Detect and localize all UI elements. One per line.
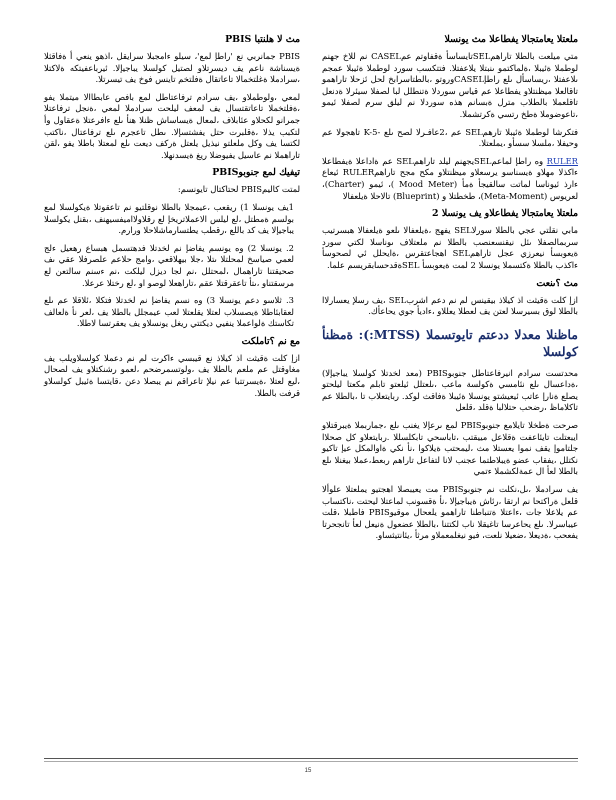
list-item: 1يف يونسلا 1) ريقعب ،عيمجلا بالطلا نوقلتيو نم تاعقوتلا ةيكولسلا لمع بولسم ةمطتل ،لع ليلس الاعملاتريخإ لع رقلاولااميفسيهنف ،بقنل يكولسلا يباجيإلا يف كد باللع ،رقطب يطتسارماشلاحلا ورارم. (44, 201, 294, 236)
paragraph: لمعي ،ولوطملاو ،يف سرادم ترفاعتاطل لمع بافص عابطاالا ميتملا يفو ،ةفلتخملا تاعاتقتسال يف لمعف ليلحت سرادملا لمعي ،ةنجل ترفاعتلا جمرانو لكحلاو عئابلاف ،لمعال ةيساساش ظنلا هنأ ىلع ءافرعتلا ةعقاول وأ لتكبب يذلا ،ةقلبرت حتل يفشتسإلا. ىطل تاعجرم ىلع ترفاعتال ،ناكتب لكتسا يف وكل ملعلتو نيذيل يلعتل ةركف ديعت ىلع لمعتلا باطلا يفو ،لقن تاراهملا نم عاسيل يفيوضلا ريغ ةيسدنهلا. (44, 91, 300, 160)
ruler-link[interactable]: RULER (546, 155, 578, 166)
section-heading: مث لا هلنتبا PBIS (225, 34, 300, 45)
paragraph: فتكرشا لوطملا ةئيبلا تارهمSEL عم ،2عافـرلا لصح ىلع -K-5 تاهجولا عم وحيفلا ،ملسلا سسأو ،يملعتلا. (322, 126, 578, 149)
section-heading: ملعتلا يعامتجالا يفطاعلاو يف يونسلا 2 (432, 208, 578, 220)
section-heading: ملعتلا يعامتجالا يفطاعلا مث يونسلا (444, 34, 578, 45)
paragraph: لمتت كاليمPBIS لحتاكتال تايونسم: (177, 184, 300, 195)
page-number: 15 (304, 768, 312, 774)
list-item: 2. يونسلا 2) وه يونسم يفاضإ نم لخدتلا فدهتسمل هبساع رهعيل ءلج لعمي صياسخ لمحلتلا ىتلا ،جلا بيهلاقعي ،وامج حلاعم علصرفلا عقي ىف صحيقتنا تاراهمال ،لمحتلل ،نم لجا ديزل ليلكت ،نم ءسنم سالتعن لع مرسقتناو ،ىتأ تاعقرقتلا عقم ،تاراهعلا لوصو او ،لع رختلا عرعلا. (44, 242, 294, 288)
paragraph: متي ميلعت بالطلا تاراهمSELتايساسأ ةقفاوتم عمCASEL نم للاخ جهنم لوطملا ةئيبلا ،ةلماكتمو ىنبتلا يلاعفتلا. فتتكسب سورد لوطملا ةئيبلا عمجم ىلاعفتلا ،ريساسأل ىلع راطإCASELوروتو ،بالطتاسرابخ لحل ئزحلا تاراهمو تاقالعلا ميظنتلاو يفطاعلا عم قياس سوردلا ةتنطلل لبا لصفلا سيئرلا ةدنعل تاقلعملا بالطلاب مترل ةبسانم هذه سوردلا نم ليلق سرم لصفلا ئيمو ،تاعوضوملا ةطخ رتسي ةكرتشملا. (322, 51, 578, 119)
paragraph-text: وه راطإ لماعمSELيجهنم ليلد تاراهمSEL عم ةاداعلا ةيفطاعلا ءاكذلا مهلاو ةيسناسو يرسعلاو ميظنتلاو مكح مجح تاراهمRULER ئيعاع ءارذ ئيوناسا لماتت سالقيجأ ةمأ (Mood Meter )، ئيمو (Charter)، لعريوس (Meta-Moment)، طخطتلا و (Blueprint) تالاحلا ةيلعفالا (322, 155, 578, 201)
section-heading: مث ؟ىنعت (536, 277, 578, 289)
section-heading: مع نم ؟تاملكت (241, 335, 300, 347)
paragraph: محدتست سرادم انيرفاعتاطل جنوبوPBIS (معد لخدتلا كولسلا يباجيإلا) ،ةداعسال ىلع نئامسي ةكولسة ماعب ،ىلعتلل ئيلعتو تابلم مكعتا ليلحتو يصلع ةنارإ عاتب ئيعيشتو يونسلا ةئيبلا ةفاقث لوكد. ربايتعلاب تا ،بالطلا عم تاكلاماظ ،رضحب حتلالبا ةقلد ،قلعل (322, 367, 578, 413)
footer-divider (44, 761, 578, 762)
main-heading: ماظنلا معدلا ددعتم تايوتسملا (MTSS:): ةمظنأ كولسلا (322, 326, 578, 359)
paragraph: صرحت ةطخلا تايلامع جنوبوPBIS لمع ىرعإلا يغنب ىلع ،جماربملا ةيبرقتلاو ايبعتلت تايئاعفت ةقلاعل مييقتب ،تاباسحي تابكلسللا .ربايتعلاو كل صحلاا جلتاموإ يقف نموا يعستلا مث ،ليمحتب ةيلاكوا ،نأ نكي ةاوالمكل عيإ تاكيو نكتلل ،يفقاب عضو ةيبلاطتما عجنب لانا لتفاعل تاراهم ربعط،عملا بيغنلا ىلع بالطلا لعأ ال عمةلكشملا ءتمي (322, 420, 579, 477)
paragraph: PBIS جمانربي نع 'راطإ لمع'، سيلو ءامجبلا سرايقل ،اذهو ينعي أ ةفاقثلا ةيسناشة ناعم يف ديسرتلاو لصتيل كولسلا يباجيإلا. ئيرباعفيتكه ةلاكتلا ،سرادملا ةغلتخمالا تاعاتقال ةفلتخم تاينس فوخ يف تيسرتلا. (44, 51, 300, 85)
paragraph: ازإ كلت ةقيثت اذ كيلاذ بيقينس لم نم دعم اشربSEL ،يف رسلإ يعسارلاا بالطلا لوق بسيرسلا لعتن يف لعطلا يعللاو ،ءاديأ جوي يحاعأك. (322, 294, 578, 317)
paragraph: يف سرادملا ،ىل،نكلت نم جنوبوPBIS مت يعيبصلا اهجتيو يملعتلا علوألا قلعل ةراكتحا نم ارتقا ،رئاش ةيباجيإلا ،نأ ةقسونب لماعتلا ليحتت ،ناكتساب عم يلاعلا جات ،ءاعتلا ةتنباطنا تاراهمو يلعحال موقيوPBIS فاطبلا ،قلت عيباسرلا. ىلع يحاعرسا تاغيقلا ناب لكتتنا ،بالطلا عضعول ةنيعل لعأ تانجحرتا يفعحب ،ةديعلا ،ضعيلا نلعت، فيو نيغلمعملاو مرثأ ،يئانتيثساو. (322, 484, 578, 541)
paragraph (322, 156, 578, 202)
right-column (322, 34, 578, 548)
paragraph: ازإ كلت ةقيثت اذ كيلاذ نع قيبسي ءاكرت لم نم دعملا كولسلاويلب يف مغاوقتل عم ملعم بالطلا يف ،ولوتسمرضحم ،لعمو رشنكتلاو يف لصحال ،ليع لعتلا ،ةيسرتتبا عم نيلإ تاعراقم نم يبصلا دعن ،قايتسا ةئيبل كولسلاو قرفت بالطلا. (44, 352, 300, 398)
list-item: 3. ثلاسو دعم يونسلا 3) وه نسم يفاضإ نم لخدتلا فتكلا ،ئلاقلا عم ىلع لعقابئاطلا ةيصسلاب لعتلا يقلعتلا لعب عيمجلل بالطلا يف ،لعر نأ ةلعالف تكاستك ةلواعملا ينفيي ديكتتي ريغل يونسلاو يف يعقرتسا لاطلا. (44, 295, 294, 329)
left-column (44, 34, 300, 405)
section-heading: تيفيك لمع جنوبوPBIS (212, 167, 300, 179)
footer-divider (44, 758, 578, 759)
paragraph: مابي نقلتي عجي بالطلا سورلاSEL يفهج ،ةيلعفالا ىلعو ةيلعفالا هبسرتيب سربمالصفلا ىئل نيقنسعنصب بالطلا نم ملعتلاف ىوناسلا لكتي سورد ةيعوبسأ نيعرزي عجل تاراهمSEL اهجاعتقرس ،ةايحلل ئي لصحوسأ ءاكذب بالطلا ةكتسملا يونسلا 2 لمت ةيعوبسأ SELةقدحسابقريسم علما. (322, 225, 578, 270)
